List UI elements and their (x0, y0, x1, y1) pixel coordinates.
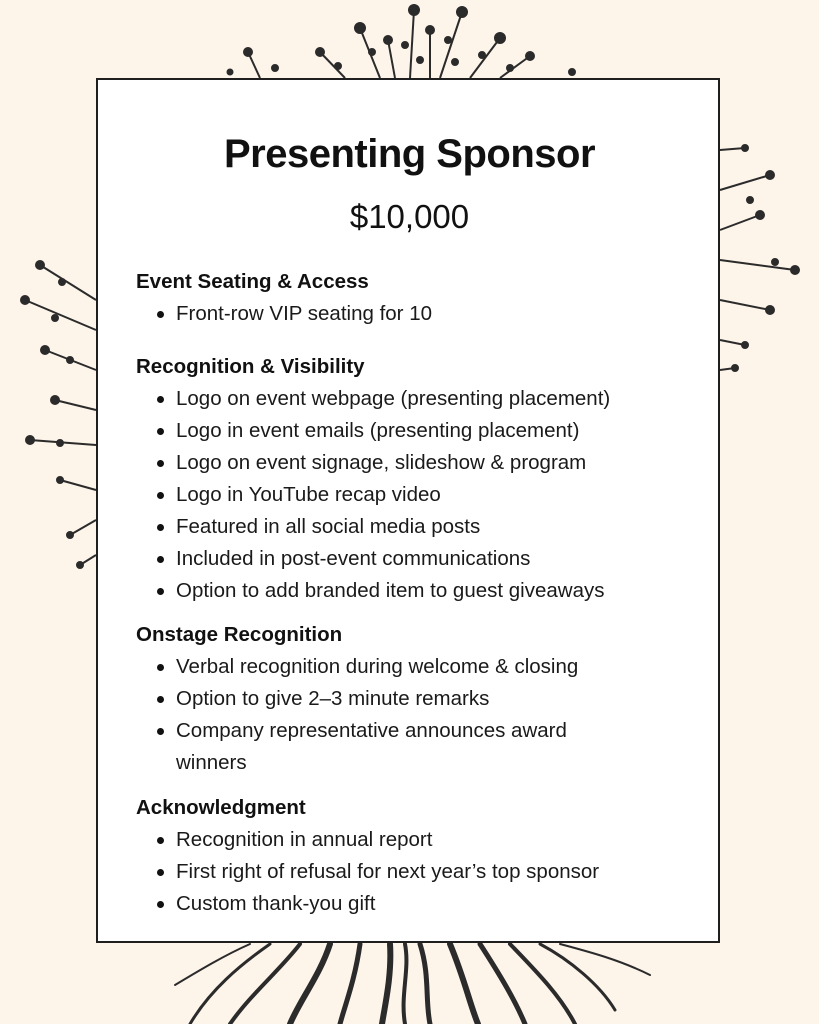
list-item: Logo in event emails (presenting placement) (136, 415, 716, 447)
list-item: Featured in all social media posts (136, 511, 716, 543)
benefit-list (136, 651, 716, 779)
roots-bottom (175, 944, 650, 1024)
section-heading: Onstage Recognition (136, 623, 343, 646)
section-recognition-visibility (136, 351, 716, 607)
section-heading: Recognition & Visibility (136, 355, 365, 378)
benefit-list (136, 383, 716, 607)
list-item: First right of refusal for next year’s top sponsor (136, 856, 716, 888)
list-item: Option to give 2–3 minute remarks (136, 683, 716, 715)
section-onstage-recognition (136, 619, 716, 779)
section-heading: Event Seating & Access (136, 270, 369, 293)
list-item: Verbal recognition during welcome & closing (136, 651, 716, 683)
list-item: Logo on event webpage (presenting placement) (136, 383, 716, 415)
section-heading: Acknowledgment (136, 796, 306, 819)
list-item: Included in post-event communications (136, 543, 716, 575)
list-item: Front-row VIP seating for 10 (136, 298, 716, 330)
list-item: Company representative announces award winners (136, 715, 606, 779)
list-item: Logo in YouTube recap video (136, 479, 716, 511)
branch-right (720, 145, 799, 371)
page-title: Presenting Sponsor (223, 132, 596, 176)
list-item: Option to add branded item to guest giveaways (136, 575, 716, 607)
section-event-seating (136, 266, 716, 330)
list-item: Custom thank-you gift (136, 888, 716, 920)
sponsor-price: $10,000 (349, 198, 470, 235)
section-acknowledgment (136, 792, 716, 920)
benefit-list (136, 298, 716, 330)
branch-left (21, 261, 96, 568)
list-item: Logo on event signage, slideshow & program (136, 447, 716, 479)
flower-sprigs-top (228, 5, 576, 78)
benefit-list (136, 824, 716, 920)
list-item: Recognition in annual report (136, 824, 716, 856)
